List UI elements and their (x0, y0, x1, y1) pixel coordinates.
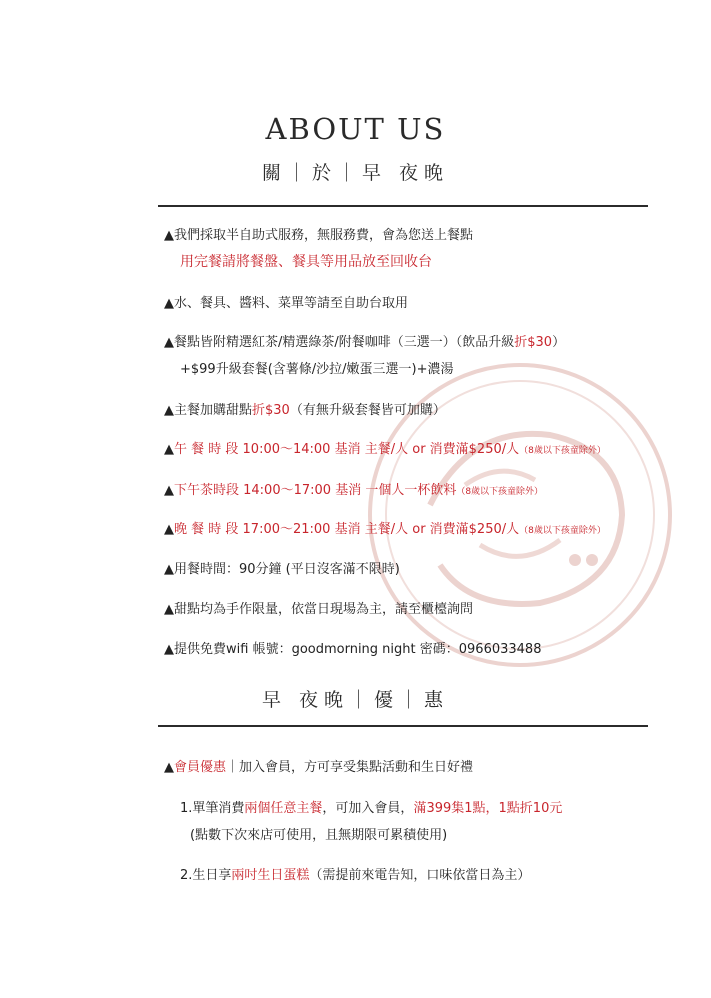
divider-offers (158, 725, 648, 727)
divider-top (158, 205, 648, 207)
info-line-dinner-minimum: ▲晚 餐 時 段 17:00～21:00 基消 主餐/人 or 消費滿$250/人（8歲以下孩童除外） (164, 522, 606, 537)
info-line-wifi: ▲提供免費wifi 帳號：goodmorning night 密碼：0966033488 (164, 642, 542, 657)
info-line-teatime-minimum: ▲下午茶時段 14:00～17:00 基消 一個人一杯飲料（8歲以下孩童除外） (164, 483, 544, 498)
info-line-lunch-minimum: ▲午 餐 時 段 10:00～14:00 基消 主餐/人 or 消費滿$250/人（8歲以下孩童除外） (164, 442, 606, 457)
offer-line-points-note: (點數下次來店可使用，且無期限可累積使用) (190, 828, 448, 843)
offer-line-join-condition: 1.單筆消費兩個任意主餐，可加入會員，滿399集1點，1點折10元 (180, 801, 563, 816)
offers-heading: 早 夜晚｜優｜惠 (261, 689, 450, 711)
page-title: ABOUT US (265, 112, 446, 146)
info-line-desserts-limited: ▲甜點均為手作限量，依當日現場為主，請至櫃檯詢問 (164, 602, 473, 617)
info-line-return-trays: 用完餐請將餐盤、餐具等用品放至回收台 (180, 254, 432, 270)
info-line-dining-time: ▲用餐時間：90分鐘 (平日沒客滿不限時) (164, 562, 400, 577)
info-line-dessert-addon: ▲主餐加購甜點折$30（有無升級套餐皆可加購） (164, 403, 446, 418)
offer-line-membership: ▲會員優惠｜加入會員，方可享受集點活動和生日好禮 (164, 760, 474, 775)
info-line-service: ▲我們採取半自助式服務，無服務費，會為您送上餐點 (164, 228, 473, 243)
info-line-drinks: ▲餐點皆附精選紅茶/精選綠茶/附餐咖啡（三選一）（飲品升級折$30） (164, 335, 566, 350)
page-subtitle: 關｜於｜早 夜晚 (261, 162, 450, 184)
info-line-self-service: ▲水、餐具、醬料、菜單等請至自助台取用 (164, 296, 408, 311)
offer-line-birthday-cake: 2.生日享兩吋生日蛋糕（需提前來電告知，口味依當日為主） (180, 868, 531, 883)
info-line-upgrade-set: +$99升級套餐(含薯條/沙拉/嫩蛋三選一)+濃湯 (180, 362, 454, 377)
